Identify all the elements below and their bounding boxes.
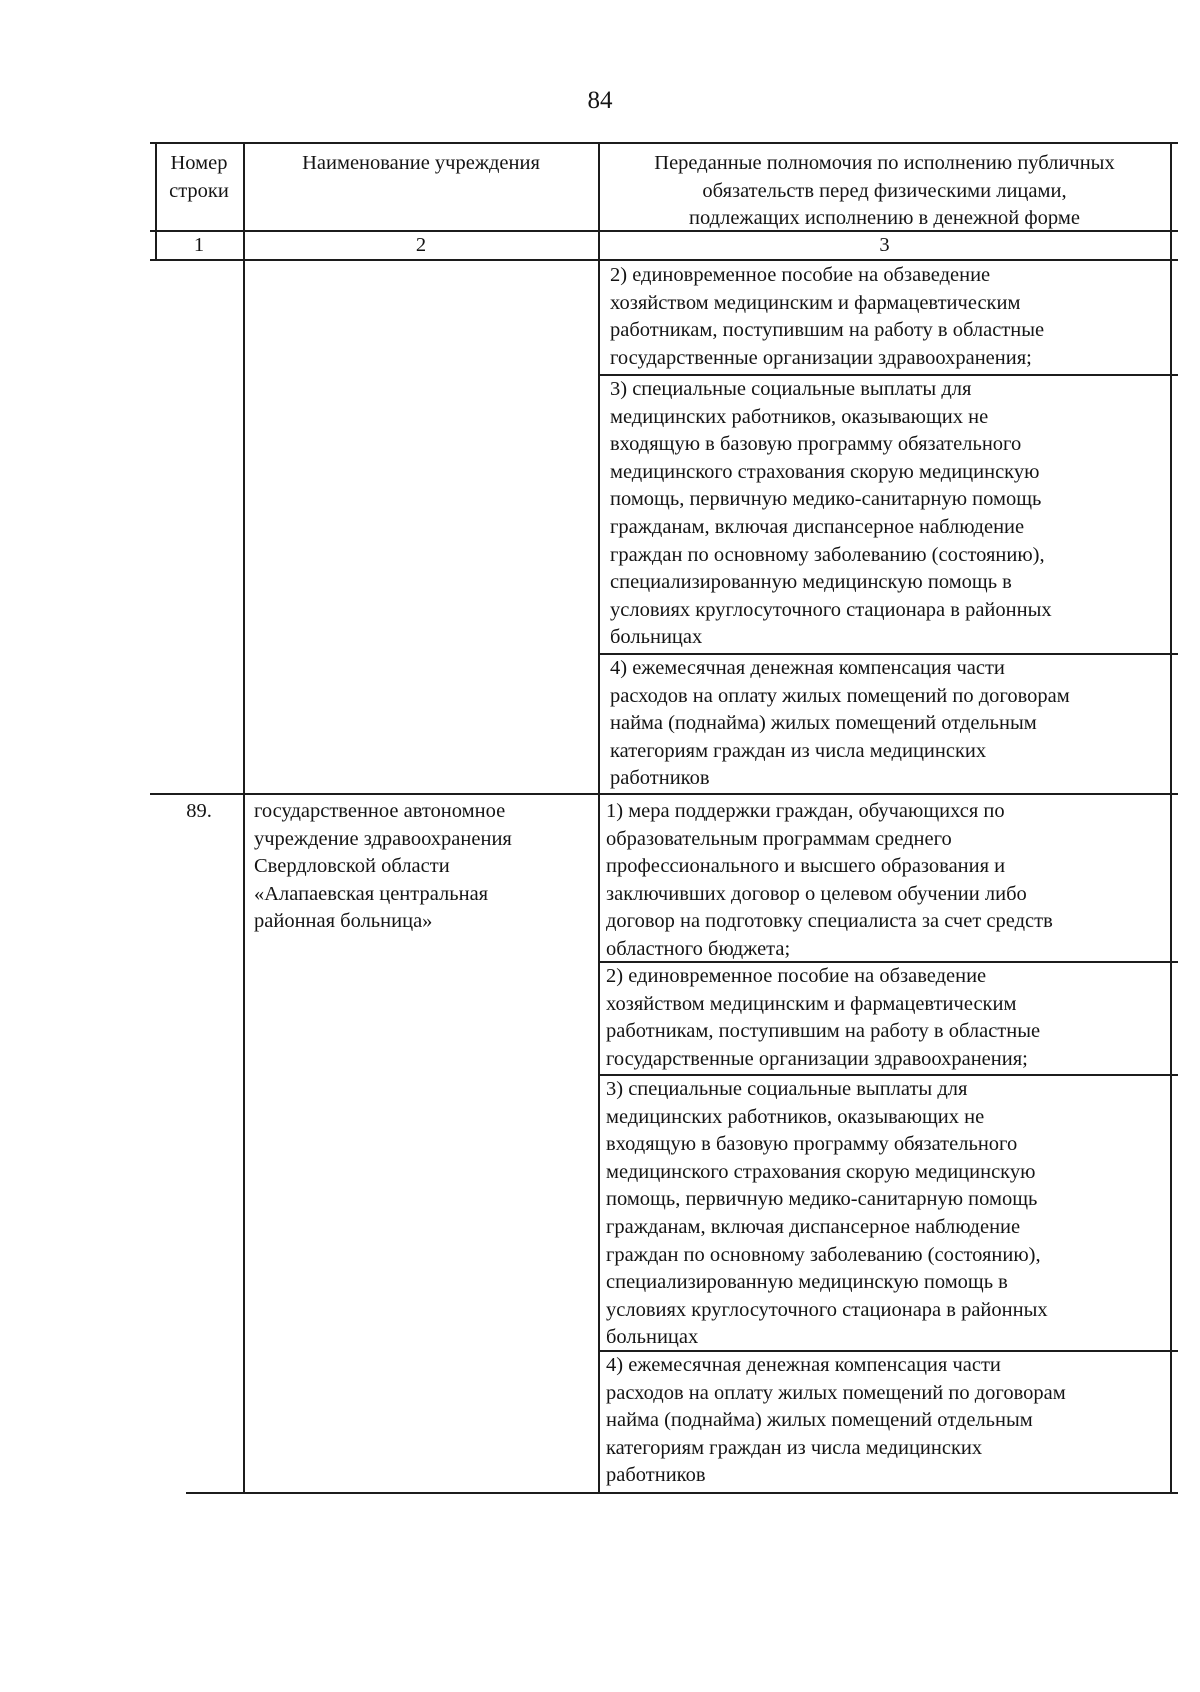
table-bottom-border: [186, 1492, 1178, 1494]
header-col1: Номер строки: [169, 152, 229, 202]
continued-item-4: 4) ежемесячная денежная компенсация части расходов на оплату жилых помещений по договорам найма (поднайма) жилых помещений отдельным категориям граждан из числа медицинских работников: [610, 657, 1070, 790]
row-89-item-4: 4) ежемесячная денежная компенсация части расходов на оплату жилых помещений по договорам найма (поднайма) жилых помещений отдельным категориям граждан из числа медицинских работников: [606, 1354, 1066, 1487]
row-89-item-1: 1) мера поддержки граждан, обучающихся по образовательным программам среднего профессионального и высшего образования и заключивших договор о целевом обучении либо договор на подготовку специалиста за счет средств областного бюджета;: [606, 800, 1053, 960]
table-right-border: [1170, 142, 1172, 1492]
column-number-3: 3: [879, 234, 890, 256]
row-89-item-2: 2) единовременное пособие на обзаведение хозяйством медицинским и фармацевтическим работникам, поступившим на работу в областные государственные организации здравоохранения;: [606, 965, 1041, 1070]
col1-right-border: [243, 142, 245, 1492]
row-89-item-3: 3) специальные социальные выплаты для медицинских работников, оказывающих не входящую в базовую программу обязательного медицинского страхования скорую медицинскую помощь, первичную медико-санитарную помощь гражданам, включая диспансерное наблюдение граждан по основному заболеванию (состоянию), специализированную медицинскую помощь в условиях круглосуточного стационара в районных больницах: [606, 1078, 1048, 1349]
header-col2: Наименование учреждения: [302, 152, 540, 174]
page-number: 84: [587, 87, 613, 114]
continued-item-2: 2) единовременное пособие на обзаведение хозяйством медицинским и фармацевтическим работникам, поступившим на работу в областные государственные организации здравоохранения;: [610, 264, 1045, 369]
header-col3: Переданные полномочия по исполнению публичных обязательств перед физическими лицами, подлежащих исполнению в денежной форме: [654, 152, 1115, 230]
column-number-1: 1: [193, 234, 205, 256]
row-89-number: 89.: [186, 800, 212, 822]
table-top-border: [150, 142, 1178, 144]
col2-right-border: [598, 142, 600, 1492]
row-89-institution: государственное автономное учреждение здравоохранения Свердловской области «Алапаевская центральная районная больница»: [254, 800, 512, 933]
row-divider-89: [150, 793, 1178, 795]
column-number-2: 2: [415, 234, 427, 256]
continued-item-3: 3) специальные социальные выплаты для медицинских работников, оказывающих не входящую в базовую программу обязательного медицинского страхования скорую медицинскую помощь, первичную медико-санитарную помощь гражданам, включая диспансерное наблюдение граждан по основному заболеванию (состоянию), специализированную медицинскую помощь в условиях круглосуточного стационара в районных больницах: [610, 378, 1052, 649]
